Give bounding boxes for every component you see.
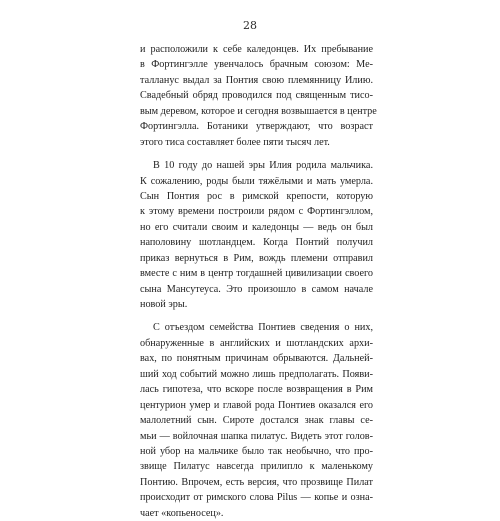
text-line: и расположили к себе каледонцев. Их пребывание: [140, 44, 373, 55]
text-line: обнаруженные в английских и шотландских архи-: [140, 337, 373, 349]
body-text: [140, 42, 377, 521]
text-line: В 10 году до нашей эры Илия родила мальчика.: [153, 160, 373, 172]
text-line: малолетний сын. Сироте достался знак главы се-: [140, 415, 373, 427]
text-line: чает «копьеносец».: [140, 507, 224, 519]
text-line: мьи — войлочная шапка пилатус. Видеть этот голов-: [140, 430, 373, 442]
text-line: ной убор на мальчике было так необычно, что про-: [140, 445, 373, 457]
text-line: в Фортингэлле увенчалось брачным союзом: Ме-: [140, 59, 373, 71]
text-line: талланус выдал за Понтия свою племянницу Илию.: [140, 74, 373, 86]
text-line: вым деревом, которое и сегодня возвышается в центре: [140, 105, 377, 117]
text-line: С отъездом семейства Понтиев сведения о них,: [153, 322, 373, 334]
text-line: но его считали своим и каледонцы — ведь он был: [140, 221, 373, 233]
paragraph-1: [140, 42, 377, 150]
text-line: новой эры.: [140, 299, 188, 310]
text-line: этого тиса составляет более пяти тысяч лет.: [140, 136, 330, 148]
text-line: приказ вернуться в Рим, вождь племени отправил: [140, 252, 373, 264]
text-line: сына Мансутеуса. Это произошло в самом начале: [140, 283, 373, 295]
page-number: 28: [243, 19, 257, 32]
text-line: ший ход событий можно лишь предполагать. Появи-: [140, 368, 373, 380]
text-line: звище Пилатус навсегда прилипло к маленькому: [140, 461, 373, 473]
paragraph-3: [140, 320, 373, 521]
paragraph-2: [140, 158, 373, 312]
text-line: вах, по понятным причинам обрываются. Дальней-: [140, 353, 373, 365]
text-line: центурион умер и главой рода Понтиев оказался его: [140, 399, 373, 411]
text-line: вместе с ним в центр тогдашней цивилизации своего: [140, 268, 373, 280]
text-line: Понтию. Впрочем, есть версия, что прозвище Пилат: [140, 476, 373, 488]
text-line: К сожалению, роды были тяжёлыми и мать умерла.: [140, 175, 373, 187]
text-line: Фортингэлла. Ботаники утверждают, что возраст: [140, 121, 373, 133]
text-line: лась гипотеза, что вскоре после возвращения в Рим: [140, 384, 373, 396]
text-line: к этому времени построили рядом с Фортингэллом,: [140, 206, 373, 218]
text-line: Свадебный обряд проводился под священным тисо-: [140, 90, 373, 102]
text-line: Сын Понтия рос в римской крепости, которую: [140, 190, 373, 202]
text-line: происходит от римского слова Pilus — копье и озна-: [140, 492, 373, 504]
text-line: наполовину шотландцем. Когда Понтий получил: [140, 237, 373, 249]
